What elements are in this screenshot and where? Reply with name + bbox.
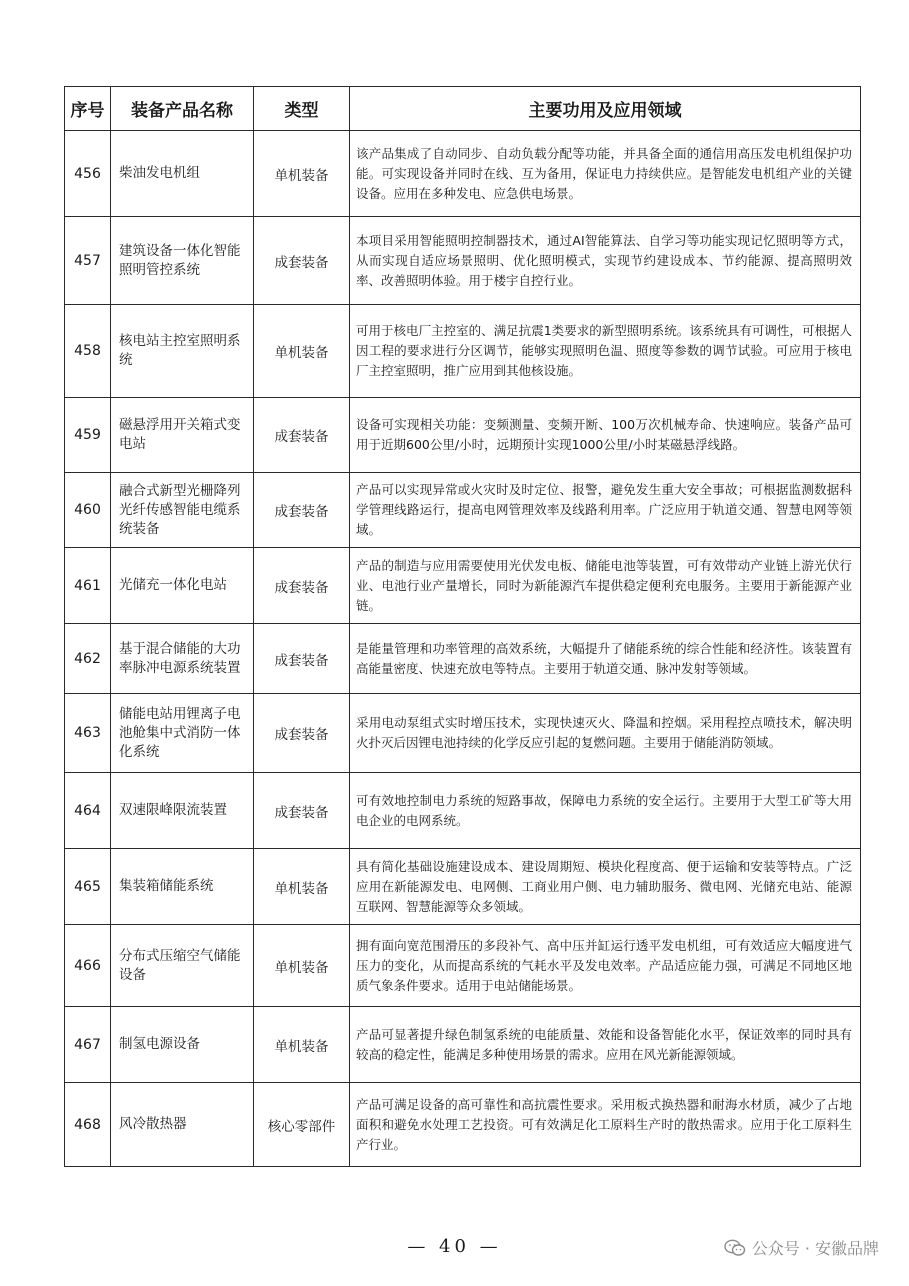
table-row [65, 773, 861, 849]
row-type: 成套装备 [254, 624, 350, 694]
product-table-container [64, 86, 860, 1167]
row-desc: 具有简化基础设施建设成本、建设周期短、模块化程度高、便于运输和安装等特点。广泛应用在新能源发电、电网侧、工商业用户侧、电力辅助服务、微电网、光储充电站、能源互联网、智慧能源等众多领域。 [350, 849, 861, 925]
table-row [65, 131, 861, 217]
table-row [65, 398, 861, 473]
row-desc: 本项目采用智能照明控制器技术，通过AI智能算法、自学习等功能实现记忆照明等方式，从而实现自适应场景照明、优化照明模式，实现节约建设成本、节约能源、提高照明效率、改善照明体验。用于楼宇自控行业。 [350, 217, 861, 305]
row-type: 单机装备 [254, 305, 350, 398]
table-row [65, 694, 861, 773]
row-desc: 采用电动泵组式实时增压技术，实现快速灭火、降温和控烟。采用程控点喷技术，解决明火扑灭后因锂电池持续的化学反应引起的复燃问题。主要用于储能消防领域。 [350, 694, 861, 773]
row-type: 成套装备 [254, 473, 350, 548]
row-type: 单机装备 [254, 925, 350, 1007]
header-type: 类型 [254, 87, 350, 131]
row-type: 核心零部件 [254, 1083, 350, 1167]
row-seq: 459 [65, 398, 111, 473]
row-name: 基于混合储能的大功率脉冲电源系统装置 [111, 624, 254, 694]
table-row [65, 217, 861, 305]
row-type: 单机装备 [254, 131, 350, 217]
row-seq: 460 [65, 473, 111, 548]
table-row [65, 1007, 861, 1083]
page-number: — 40 — [407, 1236, 502, 1257]
table-row [65, 473, 861, 548]
row-type: 成套装备 [254, 548, 350, 624]
row-name: 双速限峰限流装置 [111, 773, 254, 849]
row-seq: 464 [65, 773, 111, 849]
row-name: 建筑设备一体化智能照明管控系统 [111, 217, 254, 305]
row-desc: 可用于核电厂主控室的、满足抗震1类要求的新型照明系统。该系统具有可调性，可根据人因工程的要求进行分区调节，能够实现照明色温、照度等参数的调节试验。可应用于核电厂主控室照明，推广应用到其他核设施。 [350, 305, 861, 398]
row-type: 成套装备 [254, 773, 350, 849]
table-row [65, 548, 861, 624]
row-desc: 产品可以实现异常或火灾时及时定位、报警，避免发生重大安全事故；可根据监测数据科学管理线路运行，提高电网管理效率及线路利用率。广泛应用于轨道交通、智慧电网等领域。 [350, 473, 861, 548]
row-seq: 458 [65, 305, 111, 398]
row-seq: 457 [65, 217, 111, 305]
row-type: 成套装备 [254, 694, 350, 773]
row-desc: 设备可实现相关功能：变频测量、变频开断、100万次机械寿命、快速响应。装备产品可用于近期600公里/小时，远期预计实现1000公里/小时某磁悬浮线路。 [350, 398, 861, 473]
row-name: 光储充一体化电站 [111, 548, 254, 624]
table-row [65, 624, 861, 694]
product-table [64, 86, 861, 1167]
row-desc: 可有效地控制电力系统的短路事故，保障电力系统的安全运行。主要用于大型工矿等大用电企业的电网系统。 [350, 773, 861, 849]
row-type: 成套装备 [254, 217, 350, 305]
header-name: 装备产品名称 [111, 87, 254, 131]
row-name: 核电站主控室照明系统 [111, 305, 254, 398]
wechat-icon [724, 1239, 746, 1257]
watermark-text: 公众号 · 安徽品牌 [751, 1239, 879, 1258]
table-row [65, 925, 861, 1007]
row-seq: 463 [65, 694, 111, 773]
row-name: 集装箱储能系统 [111, 849, 254, 925]
row-name: 风冷散热器 [111, 1083, 254, 1167]
row-seq: 465 [65, 849, 111, 925]
row-name: 分布式压缩空气储能设备 [111, 925, 254, 1007]
row-name: 磁悬浮用开关箱式变电站 [111, 398, 254, 473]
table-header-row [65, 87, 861, 131]
row-desc: 该产品集成了自动同步、自动负载分配等功能，并具备全面的通信用高压发电机组保护功能。可实现设备并同时在线、互为备用，保证电力持续供应。是智能发电机组产业的关键设备。应用在多种发电、应急供电场景。 [350, 131, 861, 217]
row-type: 成套装备 [254, 398, 350, 473]
row-desc: 产品可显著提升绿色制氢系统的电能质量、效能和设备智能化水平，保证效率的同时具有较高的稳定性，能满足多种使用场景的需求。应用在风光新能源领域。 [350, 1007, 861, 1083]
row-type: 单机装备 [254, 849, 350, 925]
row-seq: 466 [65, 925, 111, 1007]
row-seq: 456 [65, 131, 111, 217]
row-desc: 产品的制造与应用需要使用光伏发电板、储能电池等装置，可有效带动产业链上游光伏行业、电池行业产量增长，同时为新能源汽车提供稳定便利充电服务。主要用于新能源产业链。 [350, 548, 861, 624]
watermark [724, 1236, 879, 1259]
row-seq: 461 [65, 548, 111, 624]
table-row [65, 305, 861, 398]
row-desc: 拥有面向宽范围滑压的多段补气、高中压并缸运行透平发电机组，可有效适应大幅度进气压力的变化，从而提高系统的气耗水平及发电效率。产品适应能力强，可满足不同地区地质气象条件要求。适用于电站储能场景。 [350, 925, 861, 1007]
header-desc: 主要功用及应用领域 [350, 87, 861, 131]
row-type: 单机装备 [254, 1007, 350, 1083]
row-seq: 468 [65, 1083, 111, 1167]
row-seq: 467 [65, 1007, 111, 1083]
row-desc: 是能量管理和功率管理的高效系统，大幅提升了储能系统的综合性能和经济性。该装置有高能量密度、快速充放电等特点。主要用于轨道交通、脉冲发射等领域。 [350, 624, 861, 694]
table-row [65, 849, 861, 925]
header-seq: 序号 [65, 87, 111, 131]
row-seq: 462 [65, 624, 111, 694]
row-name: 制氢电源设备 [111, 1007, 254, 1083]
row-name: 柴油发电机组 [111, 131, 254, 217]
row-name: 融合式新型光栅降列光纤传感智能电缆系统装备 [111, 473, 254, 548]
table-row [65, 1083, 861, 1167]
row-desc: 产品可满足设备的高可靠性和高抗震性要求。采用板式换热器和耐海水材质，减少了占地面积和避免水处理工艺投资。可有效满足化工原料生产时的散热需求。应用于化工原料生产行业。 [350, 1083, 861, 1167]
row-name: 储能电站用锂离子电池舱集中式消防一体化系统 [111, 694, 254, 773]
